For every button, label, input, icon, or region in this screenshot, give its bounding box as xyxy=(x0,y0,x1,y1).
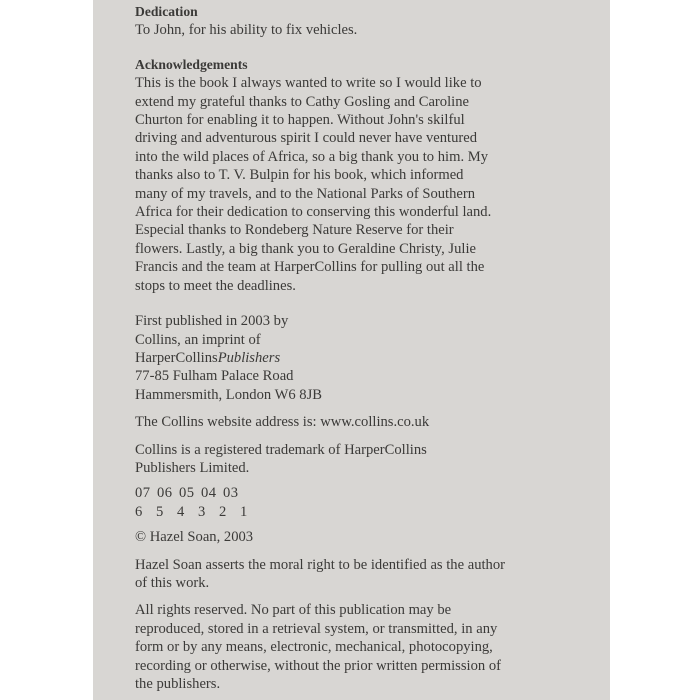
impression-number: 2 xyxy=(219,503,227,520)
publisher-name-italic: Publishers xyxy=(217,349,281,366)
acknowledgements-heading: Acknowledgements xyxy=(135,56,248,72)
text-line: thanks also to T. V. Bulpin for his book, which informed xyxy=(135,167,464,184)
copyright-page-content xyxy=(135,3,605,693)
impression-number: 1 xyxy=(240,503,248,520)
publisher-info xyxy=(135,312,605,404)
text-line: into the wild places of Africa, so a big thank you to him. My xyxy=(135,148,489,165)
impression-number: 4 xyxy=(177,503,185,520)
text-line: First published in 2003 by xyxy=(135,313,289,330)
text-line: Hammersmith, London W6 8JB xyxy=(135,386,323,403)
text-line: driving and adventurous spirit I could never have ventured xyxy=(135,130,478,147)
text-line: of this work. xyxy=(135,574,210,591)
text-line: recording or otherwise, without the prior written permission of xyxy=(135,657,501,674)
text-line: form or by any means, electronic, mechanical, photocopying, xyxy=(135,639,493,656)
text-line: Francis and the team at HarperCollins for pulling out all the xyxy=(135,259,485,276)
text-line: 77-85 Fulham Palace Road xyxy=(135,368,294,385)
acknowledgements-text xyxy=(135,74,605,295)
publisher-name: HarperCollins xyxy=(135,349,218,366)
text-line: stops to meet the deadlines. xyxy=(135,277,296,294)
year-number: 07 xyxy=(135,485,151,502)
text-line: Africa for their dedication to conserving this wonderful land. xyxy=(135,204,492,221)
text-line: flowers. Lastly, a big thank you to Geraldine Christy, Julie xyxy=(135,240,476,257)
text-line: Collins is a registered trademark of HarperCollins xyxy=(135,441,427,458)
year-number: 06 xyxy=(157,485,173,502)
dedication-text: To John, for his ability to fix vehicles. xyxy=(135,22,358,39)
website-line: The Collins website address is: www.collins.co.uk xyxy=(135,414,430,431)
copyright-line: © Hazel Soan, 2003 xyxy=(135,529,254,546)
year-number: 05 xyxy=(179,485,195,502)
year-number: 03 xyxy=(223,485,239,502)
rights-notice xyxy=(135,601,605,693)
publisher-name-line xyxy=(135,349,605,367)
text-line: This is the book I always wanted to write so I would like to xyxy=(135,75,482,92)
moral-right-notice xyxy=(135,556,605,593)
impression-number: 6 xyxy=(135,503,143,520)
text-line: many of my travels, and to the National Parks of Southern xyxy=(135,185,476,202)
text-line: Especial thanks to Rondeberg Nature Reserve for their xyxy=(135,222,454,239)
text-line: reproduced, stored in a retrieval system, or transmitted, in any xyxy=(135,620,498,637)
text-line: Churton for enabling it to happen. Without John's skilful xyxy=(135,112,465,129)
text-line: Hazel Soan asserts the moral right to be identified as the author xyxy=(135,556,506,573)
year-number: 04 xyxy=(201,485,217,502)
text-line: Collins, an imprint of xyxy=(135,331,261,348)
impression-number: 3 xyxy=(198,503,206,520)
printing-years xyxy=(135,484,605,502)
text-line: extend my grateful thanks to Cathy Gosling and Caroline xyxy=(135,93,469,110)
book-page xyxy=(93,0,610,700)
printing-impressions xyxy=(135,503,605,521)
text-line: All rights reserved. No part of this publication may be xyxy=(135,602,452,619)
text-line: Publishers Limited. xyxy=(135,459,250,476)
text-line: the publishers. xyxy=(135,676,221,692)
trademark-notice xyxy=(135,441,605,478)
impression-number: 5 xyxy=(156,503,164,520)
dedication-heading: Dedication xyxy=(135,4,198,19)
